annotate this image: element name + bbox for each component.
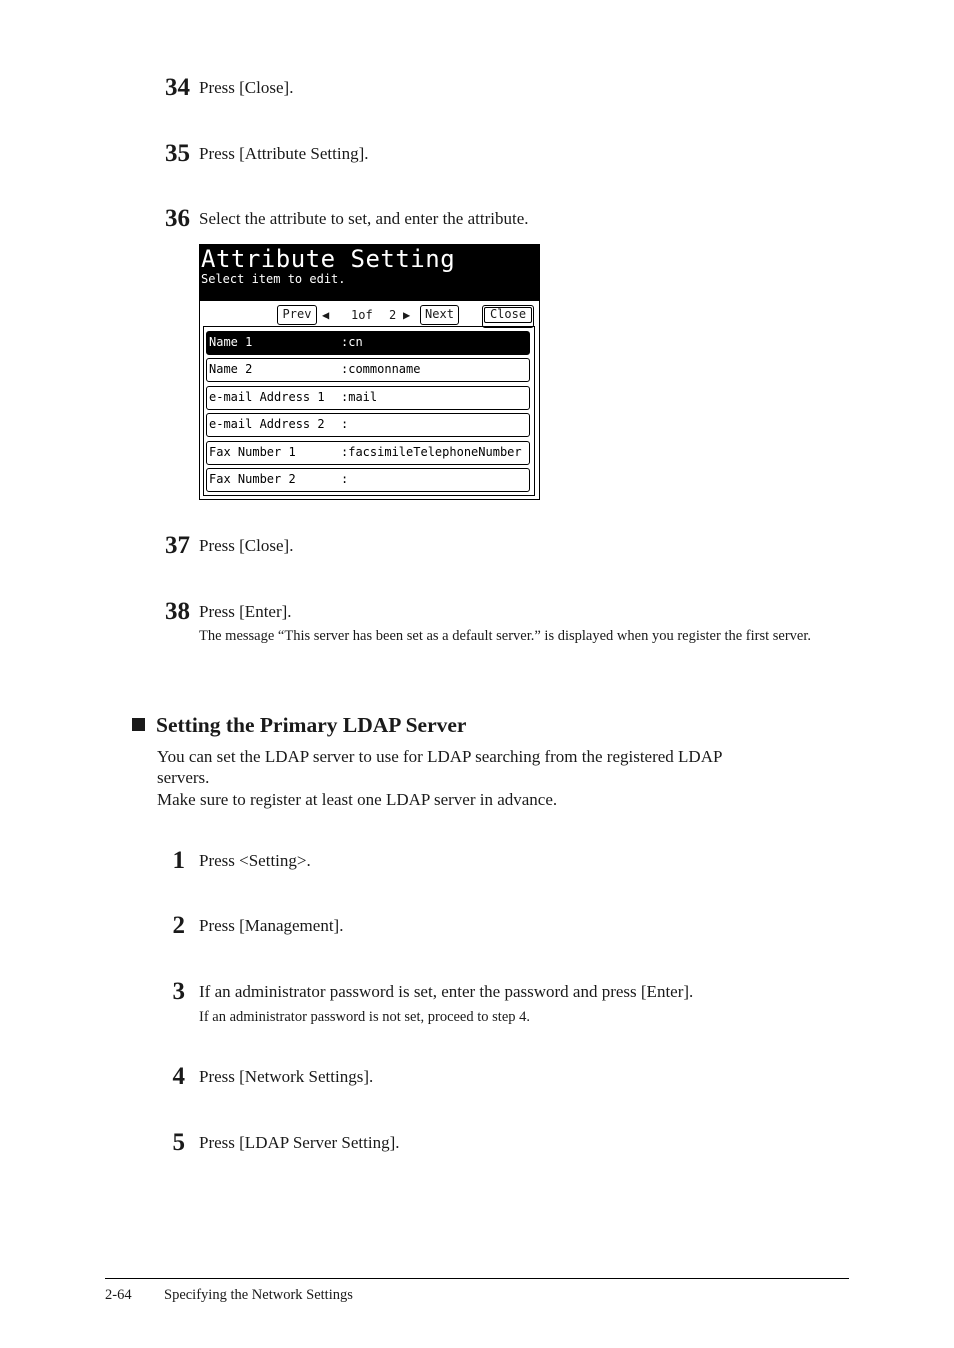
attribute-label: Name 1 bbox=[209, 335, 253, 349]
attribute-value: :facsimileTelephoneNumber bbox=[341, 445, 522, 459]
chapter-title: Specifying the Network Settings bbox=[164, 1287, 353, 1303]
step-text: Press [Close]. bbox=[199, 536, 294, 555]
attribute-setting-screen bbox=[199, 244, 540, 500]
right-arrow-icon: ▶ bbox=[403, 308, 411, 322]
section-intro-line-2: servers. bbox=[157, 768, 210, 787]
step-text: Press <Setting>. bbox=[199, 851, 311, 870]
step-text: Press [Management]. bbox=[199, 916, 344, 935]
attribute-row-fax-1[interactable] bbox=[206, 441, 530, 465]
attribute-row-name-1[interactable] bbox=[206, 331, 530, 355]
step-text: Press [Enter]. bbox=[199, 602, 292, 621]
step-number: 37 bbox=[165, 532, 190, 559]
section-intro-line-1: You can set the LDAP server to use for LDAP searching from the registered LDAP bbox=[157, 747, 723, 766]
next-button-label: Next bbox=[425, 307, 454, 321]
step-number: 35 bbox=[165, 140, 190, 167]
prev-button[interactable] bbox=[277, 305, 317, 325]
page-number: 2-64 bbox=[105, 1287, 132, 1303]
attribute-value: :cn bbox=[341, 335, 363, 349]
screen-title: Attribute Setting bbox=[201, 245, 456, 273]
square-bullet-icon bbox=[132, 718, 145, 731]
left-arrow-icon: ◀ bbox=[322, 308, 330, 322]
attribute-row-name-2[interactable] bbox=[206, 358, 530, 382]
attribute-label: Fax Number 2 bbox=[209, 472, 296, 486]
step-text: Press [Network Settings]. bbox=[199, 1067, 374, 1086]
page-current: 1of bbox=[351, 308, 373, 322]
attribute-value: : bbox=[341, 472, 349, 486]
attribute-label: Fax Number 1 bbox=[209, 445, 296, 459]
step-number: 5 bbox=[172, 1129, 185, 1156]
footer-divider bbox=[105, 1278, 849, 1279]
prev-button-label: Prev bbox=[282, 307, 312, 321]
attribute-label: Name 2 bbox=[209, 362, 253, 376]
step-number: 34 bbox=[165, 74, 190, 101]
next-button[interactable] bbox=[420, 305, 459, 325]
section-title: Setting the Primary LDAP Server bbox=[156, 713, 467, 737]
step-text: If an administrator password is set, enter the password and press [Enter]. bbox=[199, 982, 694, 1001]
step-text: Press [Attribute Setting]. bbox=[199, 144, 369, 163]
attribute-row-email-2[interactable] bbox=[206, 413, 530, 437]
attribute-value: :commonname bbox=[341, 362, 421, 376]
section-heading bbox=[132, 711, 466, 739]
step-text: Press [LDAP Server Setting]. bbox=[199, 1133, 400, 1152]
step-text: Select the attribute to set, and enter the attribute. bbox=[199, 209, 529, 228]
step-number: 3 bbox=[172, 978, 185, 1005]
step-number: 2 bbox=[172, 912, 185, 939]
attribute-row-fax-2[interactable] bbox=[206, 468, 530, 492]
attribute-label: e-mail Address 2 bbox=[209, 417, 325, 431]
close-button-label: Close bbox=[484, 307, 532, 323]
screen-header bbox=[200, 245, 539, 301]
step-number: 38 bbox=[165, 598, 190, 625]
section-intro-line-3: Make sure to register at least one LDAP server in advance. bbox=[157, 790, 558, 809]
step-number: 1 bbox=[172, 847, 185, 874]
step-text: Press [Close]. bbox=[199, 78, 294, 97]
step-note: If an administrator password is not set, proceed to step 4. bbox=[199, 1009, 531, 1025]
screen-subtitle: Select item to edit. bbox=[201, 272, 346, 286]
page-total: 2 bbox=[389, 308, 397, 322]
attribute-label: e-mail Address 1 bbox=[209, 390, 325, 404]
step-number: 36 bbox=[165, 205, 190, 232]
close-button[interactable] bbox=[482, 305, 534, 328]
step-note: The message “This server has been set as a default server.” is displayed when you register the first server. bbox=[199, 628, 812, 644]
step-number: 4 bbox=[172, 1063, 185, 1090]
attribute-row-email-1[interactable] bbox=[206, 386, 530, 410]
attribute-value: : bbox=[341, 417, 349, 431]
attribute-value: :mail bbox=[341, 390, 378, 404]
